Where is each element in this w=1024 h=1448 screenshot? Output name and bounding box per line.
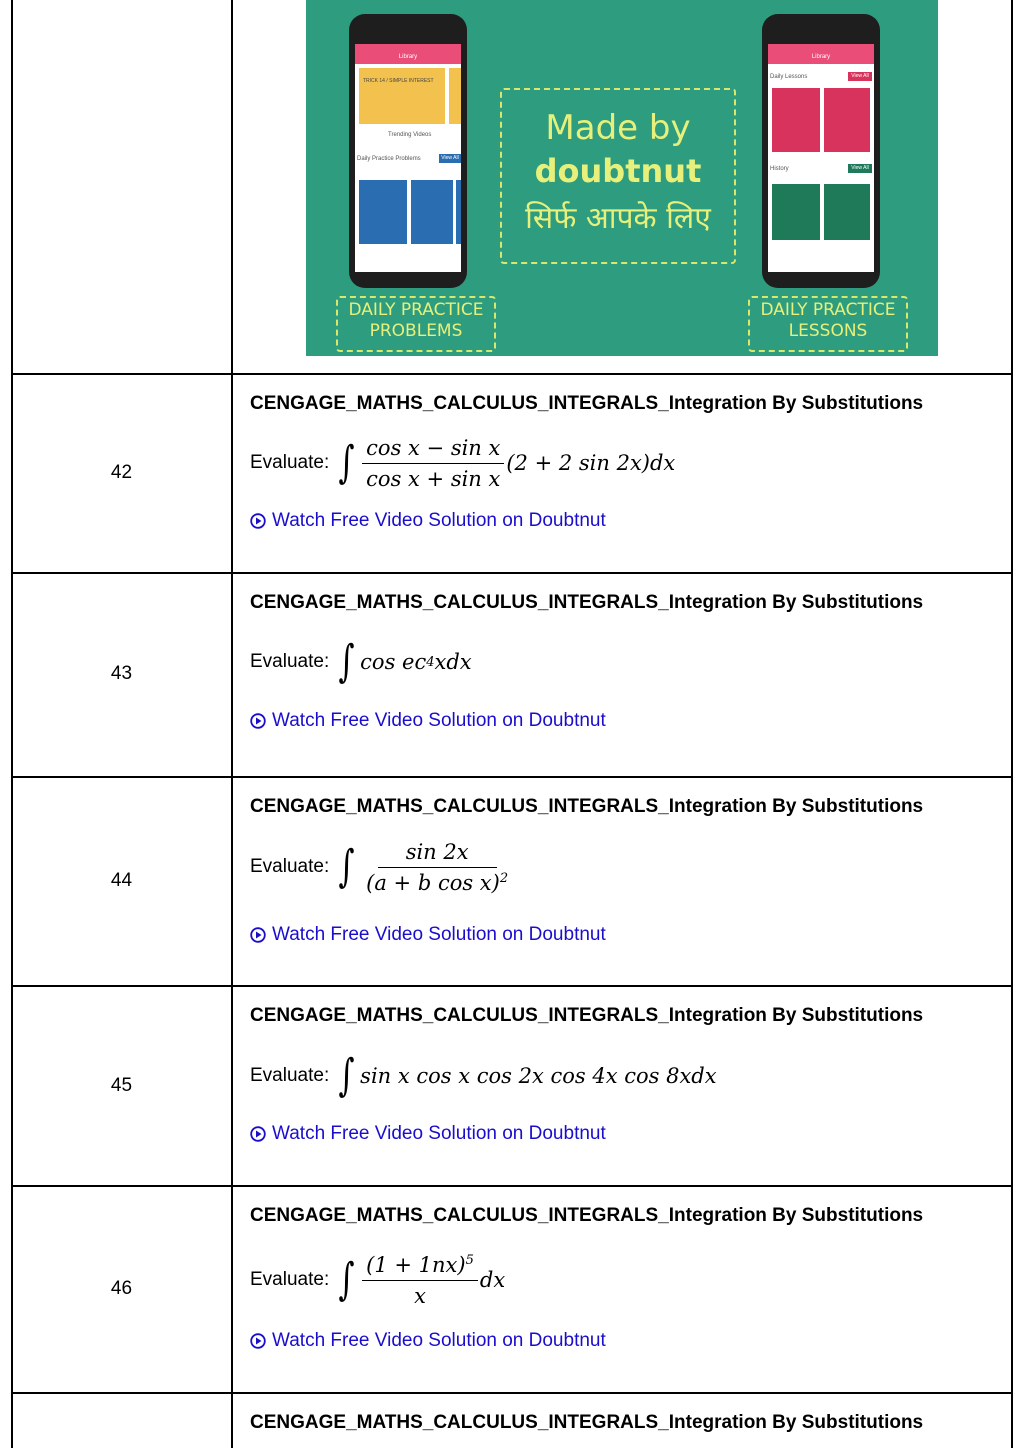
question-number: 42 [110,462,133,483]
made-by-box [500,88,736,264]
question-category: CENGAGE_MATHS_CALCULUS_INTEGRALS_Integration By Substitutions [250,1005,924,1026]
evaluate-label: Evaluate: [250,651,330,672]
play-circle-icon [250,927,266,943]
row-divider [11,985,1013,987]
phone-app-bar: Library [355,44,461,64]
evaluate-label: Evaluate: [250,1269,330,1290]
question-number: 43 [110,663,133,684]
video-solution-link[interactable]: Watch Free Video Solution on Doubtnut [250,710,606,732]
fraction: $\frac{(1 + 1nx)^5}{x}$ [362,1253,478,1308]
evaluate-label: Evaluate: [250,452,330,473]
question-category: CENGAGE_MATHS_CALCULUS_INTEGRALS_Integration By Substitutions [250,592,924,613]
question-number: 45 [110,1075,133,1096]
table-border-right [1011,0,1013,1448]
caption-daily-practice-lessons: DAILY PRACTICE LESSONS [748,296,908,352]
math-expression: ∫ sin x cos x cos 2x cos 4x cos 8xdx [338,1050,717,1101]
table-column-divider [231,0,233,1448]
row-divider [11,1185,1013,1187]
integral-sign: ∫ [338,841,355,892]
row-divider [11,776,1013,778]
fraction: $\frac{\text{cos x − sin x}}{\text{cos x + sin x}}$ [362,436,504,491]
doubtnut-logo-text: doubtnut [534,152,702,190]
integral-sign: ∫ [338,1050,355,1101]
question-text [250,434,675,492]
integral-sign: ∫ [338,1254,355,1305]
fraction: $\frac{\sin 2x}{(a + b \cos x)^2}$ [366,839,509,895]
math-expression: ∫ $\frac{(1 + 1nx)^5}{x}$ dx [338,1252,506,1308]
caption-daily-practice-problems: DAILY PRACTICE PROBLEMS [336,296,496,352]
video-solution-link[interactable]: Watch Free Video Solution on Doubtnut [250,924,606,946]
question-text [250,836,514,898]
math-expression: ∫ cos ec 4 xdx [338,636,472,687]
evaluate-label: Evaluate: [250,1065,330,1086]
video-solution-link[interactable]: Watch Free Video Solution on Doubtnut [250,1123,606,1145]
play-circle-icon [250,713,266,729]
hindi-tagline: सिर्फ आपके लिए [525,201,711,236]
question-category: CENGAGE_MATHS_CALCULUS_INTEGRALS_Integration By Substitutions [250,1205,924,1226]
made-by-text: Made by [545,108,691,148]
math-expression: ∫ $\frac{\text{cos x − sin x}}{\text{cos x + sin x}}$ (2 + 2 sin 2x)dx [338,435,676,491]
evaluate-label: Evaluate: [250,856,330,877]
question-text [250,636,472,688]
play-circle-icon [250,1126,266,1142]
row-divider [11,572,1013,574]
question-number: 44 [110,870,133,891]
question-category: CENGAGE_MATHS_CALCULUS_INTEGRALS_Integration By Substitutions [250,393,924,414]
question-text [250,1246,505,1314]
phone-mockup-left: Library TRICK 14 / SIMPLE INTEREST Trending Videos Daily Practice Problems View All [349,14,467,288]
integral-sign: ∫ [338,636,355,687]
question-text [250,1050,717,1102]
video-solution-link[interactable]: Watch Free Video Solution on Doubtnut [250,510,606,532]
play-circle-icon [250,513,266,529]
row-divider [11,373,1013,375]
table-border-left [11,0,13,1448]
phone-app-bar: Library [768,44,874,64]
play-circle-icon [250,1333,266,1349]
question-number: 46 [110,1278,133,1299]
row-divider [11,1392,1013,1394]
integral-sign: ∫ [338,437,355,488]
phone-mockup-right: Library Daily Lessons View All History View All [762,14,880,288]
doubtnut-promo-banner [306,0,938,356]
question-category: CENGAGE_MATHS_CALCULUS_INTEGRALS_Integration By Substitutions [250,796,924,817]
question-category: CENGAGE_MATHS_CALCULUS_INTEGRALS_Integration By Substitutions [250,1412,924,1433]
math-expression [335,840,514,895]
video-solution-link[interactable]: Watch Free Video Solution on Doubtnut [250,1330,606,1352]
